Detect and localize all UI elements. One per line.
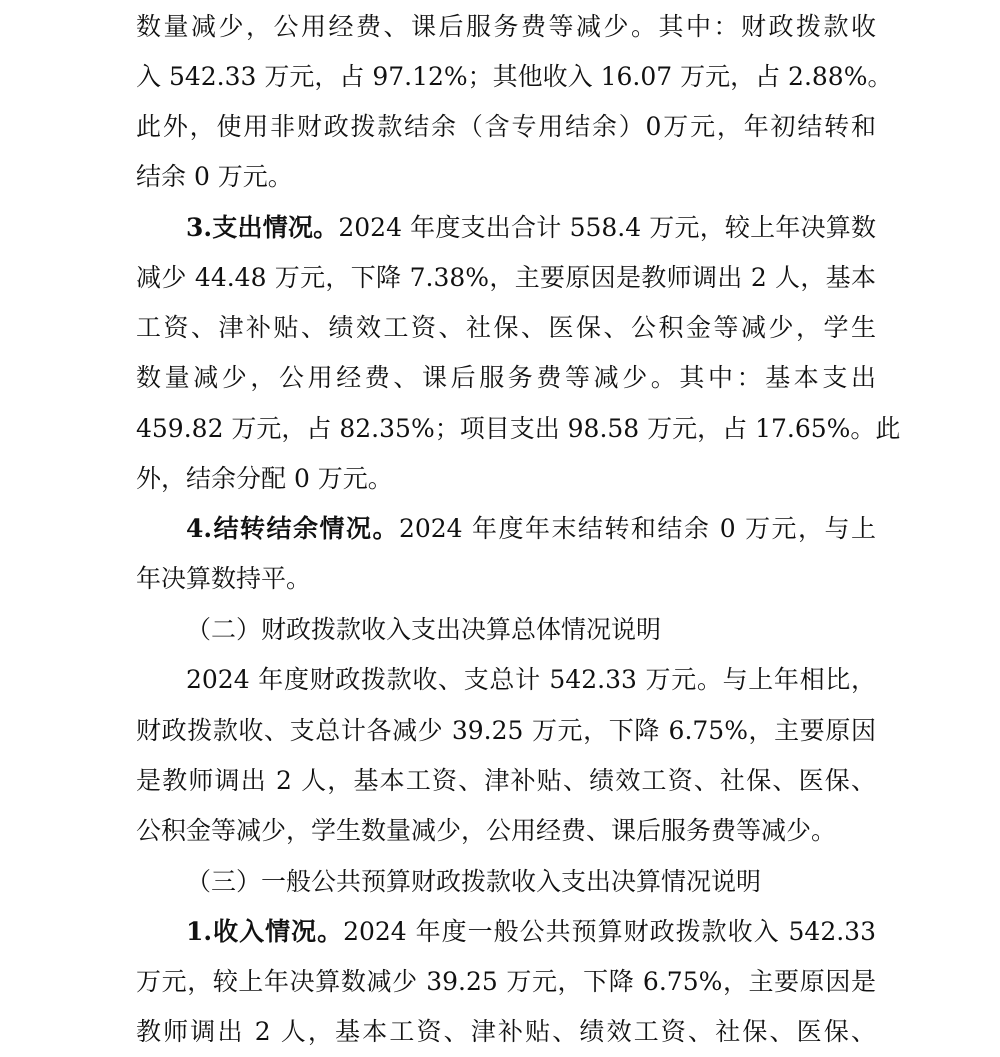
text-line: 外，结余分配 0 万元。	[136, 464, 393, 493]
section-heading-3: （三）一般公共预算财政拨款收入支出决算情况说明	[186, 867, 762, 896]
text-line: 结余 0 万元。	[136, 162, 293, 191]
text-line: 2024 年度财政拨款收、支总计 542.33 万元。与上年相比，	[186, 665, 876, 694]
paragraph-expenditure	[186, 203, 876, 253]
text-line: 年决算数持平。	[136, 564, 312, 593]
section-heading-2: （二）财政拨款收入支出决算总体情况说明	[186, 615, 662, 644]
text-span: 2024 年度支出合计 558.4 万元，较上年决算数	[338, 213, 876, 242]
text-line: 公积金等减少，学生数量减少，公用经费、课后服务费等减少。	[136, 816, 837, 845]
text-line: 是教师调出 2 人，基本工资、津补贴、绩效工资、社保、医保、	[136, 766, 876, 795]
text-span: 2024 年度年末结转和结余 0 万元，与上	[398, 514, 877, 543]
text-line: 教师调出 2 人，基本工资、津补贴、绩效工资、社保、医保、	[136, 1017, 876, 1046]
text-line: 万元，较上年决算数减少 39.25 万元，下降 6.75%，主要原因是	[136, 967, 876, 996]
text-line: 减少 44.48 万元，下降 7.38%，主要原因是教师调出 2 人，基本	[136, 263, 876, 292]
paragraph-income	[186, 907, 876, 957]
section-lead: 3.支出情况。	[186, 213, 339, 242]
text-line: 工资、津补贴、绩效工资、社保、医保、公积金等减少，学生	[136, 313, 876, 342]
text-line: 数量减少，公用经费、课后服务费等减少。其中：财政拨款收	[136, 12, 876, 41]
section-lead: 4.结转结余情况。	[186, 514, 399, 543]
text-line: 财政拨款收、支总计各减少 39.25 万元，下降 6.75%，主要原因	[136, 716, 876, 745]
section-lead: 1.收入情况。	[186, 917, 344, 946]
text-line: 入 542.33 万元，占 97.12%；其他收入 16.07 万元，占 2.88%。	[136, 62, 893, 91]
text-line: 459.82 万元，占 82.35%；项目支出 98.58 万元，占 17.65%。此	[136, 414, 901, 443]
text-line: 此外，使用非财政拨款结余（含专用结余）0万元，年初结转和	[136, 112, 876, 141]
text-line: 数量减少，公用经费、课后服务费等减少。其中：基本支出	[136, 363, 876, 392]
text-span: 2024 年度一般公共预算财政拨款收入 542.33	[343, 917, 876, 946]
paragraph-carryover	[186, 504, 876, 554]
